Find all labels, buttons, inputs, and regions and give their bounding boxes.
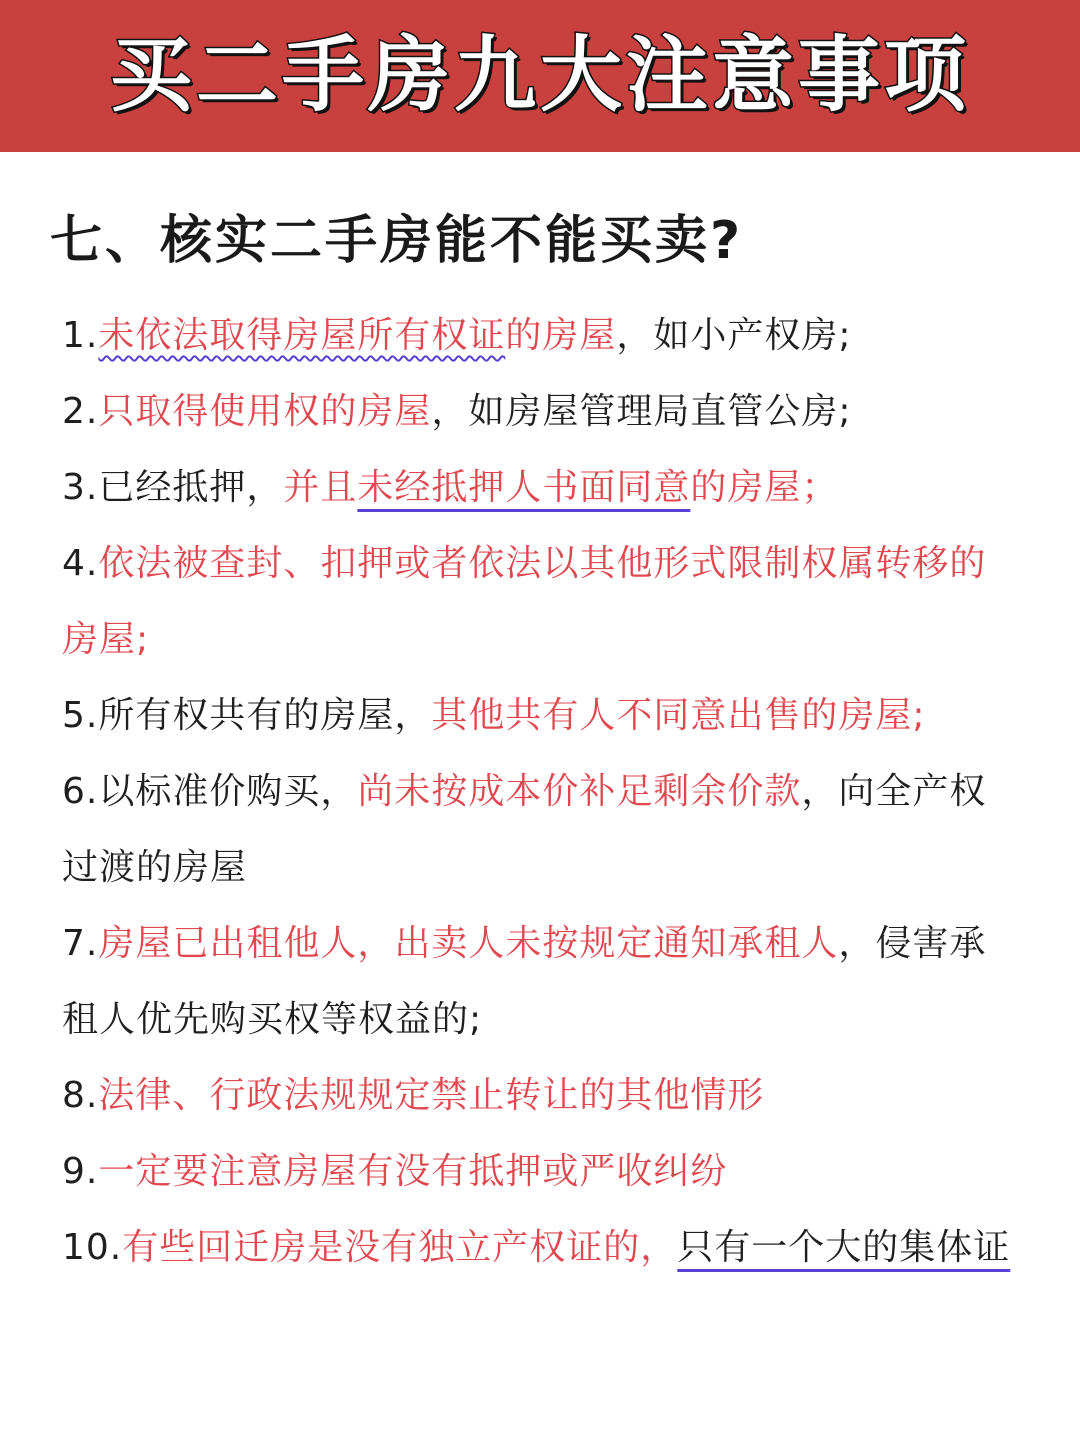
item-text: ，侵害承租人优先购买权等权益的; bbox=[62, 923, 987, 1040]
item-highlight: 只取得使用权的房屋 bbox=[98, 391, 432, 432]
item-number: 1. bbox=[62, 315, 99, 356]
list-item-9 bbox=[62, 1134, 1022, 1210]
item-text: ，如房屋管理局直管公房; bbox=[431, 391, 852, 432]
item-number: 10. bbox=[62, 1227, 123, 1268]
list-item-10 bbox=[62, 1210, 1022, 1286]
title-banner bbox=[0, 0, 1080, 152]
item-number: 8. bbox=[62, 1075, 99, 1116]
item-number: 6. bbox=[62, 771, 99, 812]
item-highlight: 房屋已出租他人，出卖人未按规定通知承租人 bbox=[98, 923, 839, 964]
list-item-5 bbox=[62, 678, 1022, 754]
item-text-underlined: 只有一个大的集体证 bbox=[677, 1227, 1011, 1268]
item-text: 所有权共有的房屋， bbox=[98, 695, 432, 736]
item-highlight-underlined: 未经抵押人书面同意 bbox=[357, 467, 691, 508]
item-text: ，如小产权房; bbox=[616, 315, 852, 356]
list-item-8 bbox=[62, 1058, 1022, 1134]
item-highlight: 有些回迁房是没有独立产权证的， bbox=[122, 1227, 678, 1268]
item-highlight: 并且 bbox=[283, 467, 358, 508]
item-highlight: 依法被查封、扣押或者依法以其他形式限制权属转移的房屋; bbox=[62, 543, 987, 660]
item-number: 2. bbox=[62, 391, 99, 432]
item-text: 以标准价购买， bbox=[98, 771, 358, 812]
list-item-2 bbox=[62, 374, 1022, 450]
section-heading: 七、核实二手房能不能买卖? bbox=[50, 211, 744, 271]
list-item-3 bbox=[62, 450, 1022, 526]
item-text: ，向全产权过渡的房屋 bbox=[62, 771, 987, 888]
item-highlight: 尚未按成本价补足剩余价款 bbox=[357, 771, 802, 812]
list-item-6 bbox=[62, 754, 1022, 906]
item-number: 9. bbox=[62, 1151, 99, 1192]
list-item-7 bbox=[62, 906, 1022, 1058]
item-number: 3. bbox=[62, 467, 99, 508]
page-title: 买二手房九大注意事项 bbox=[109, 28, 970, 123]
item-list bbox=[62, 298, 1022, 1286]
item-highlight: 法律、行政法规规定禁止转让的其他情形 bbox=[98, 1075, 765, 1116]
item-highlight-underlined: 未依法取得房屋所有权证 bbox=[98, 315, 506, 356]
item-highlight: 的房屋 bbox=[505, 315, 617, 356]
item-text: 已经抵押， bbox=[98, 467, 284, 508]
item-highlight: 一定要注意房屋有没有抵押或严收纠纷 bbox=[98, 1151, 728, 1192]
item-highlight: 其他共有人不同意出售的房屋; bbox=[431, 695, 926, 736]
item-number: 5. bbox=[62, 695, 99, 736]
list-item-1 bbox=[62, 298, 1022, 374]
item-number: 4. bbox=[62, 543, 99, 584]
item-number: 7. bbox=[62, 923, 99, 964]
item-highlight: 的房屋； bbox=[690, 467, 839, 508]
list-item-4 bbox=[62, 526, 1022, 678]
